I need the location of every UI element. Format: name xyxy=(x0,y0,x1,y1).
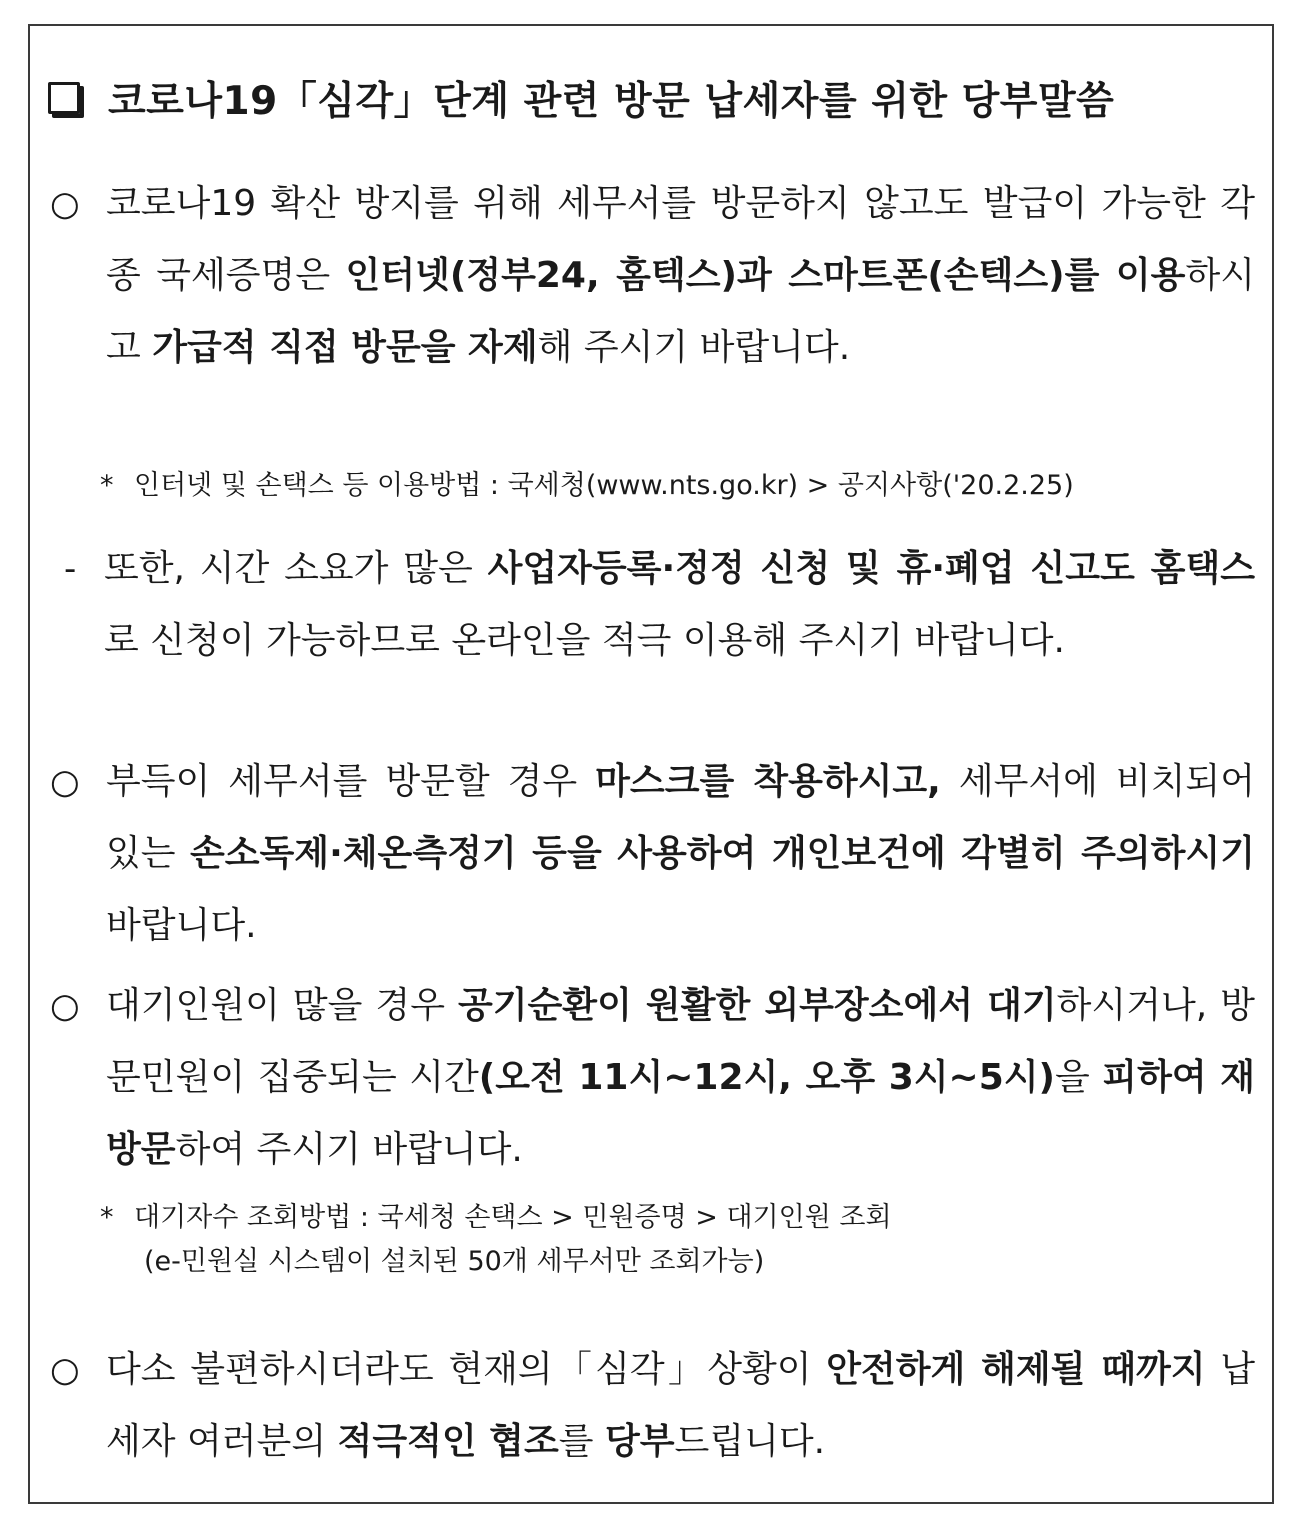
bold-span: 공기순환이 원활한 외부장소에서 대기 xyxy=(457,985,1057,1026)
notice-title: 코로나19「심각」단계 관련 방문 납세자를 위한 당부말씀 xyxy=(108,79,1115,124)
text-span: 하시거나, 방문민원이 집중되는 시간 xyxy=(106,985,1255,1098)
text-span: 다소 불편하시더라도 현재의「심각」상황이 xyxy=(106,1349,827,1390)
bold-span: 당부 xyxy=(604,1421,675,1462)
note-line xyxy=(100,1196,1250,1240)
text-span: 세무서에 비치되어 있는 xyxy=(106,761,1255,874)
bold-span: 안전하게 해제될 때까지 xyxy=(826,1349,1206,1390)
text-span: 하여 주시기 바랍니다. xyxy=(175,1129,523,1170)
note-line: (e-민원실 시스템이 설치된 50개 세무서만 조회가능) xyxy=(144,1246,765,1277)
text-span: 대기인원이 많을 경우 xyxy=(106,985,458,1026)
dash-bullet: - xyxy=(64,549,77,589)
circle-bullet: ○ xyxy=(50,762,80,802)
note-waiting-lookup xyxy=(100,1196,1250,1284)
bold-span: 가급적 직접 방문을 자제 xyxy=(152,327,538,368)
bold-span: 피하여 재방문 xyxy=(106,1057,1255,1170)
paragraph-hometax-filing xyxy=(50,533,1255,677)
note-text: 인터넷 및 손택스 등 이용방법 : 국세청(www.nts.go.kr) > 공지사항('20.2.25) xyxy=(134,470,1074,501)
paragraph-online-certificates xyxy=(50,168,1255,384)
text-span: 납세자 여러분의 xyxy=(106,1349,1255,1462)
paragraph-cooperation-request xyxy=(50,1334,1255,1478)
note-online-usage xyxy=(100,464,1250,508)
paragraph-visit-precautions xyxy=(50,746,1255,962)
text-span: 을 xyxy=(1055,1057,1103,1098)
paragraph-waiting-guidance xyxy=(50,970,1255,1186)
asterisk-marker: * xyxy=(100,470,114,501)
text-span: 또한, 시간 소요가 많은 xyxy=(104,548,488,589)
bold-span: 마스크를 착용하시고, xyxy=(595,761,941,802)
bold-span: 인터넷(정부24, 홈텍스)과 스마트폰(손텍스)를 이용 xyxy=(345,255,1186,296)
note-text: 대기자수 조회방법 : 국세청 손택스 > 민원증명 > 대기인원 조회 xyxy=(134,1202,892,1233)
text-span: 를 xyxy=(558,1421,605,1462)
checkbox-square-icon xyxy=(48,82,80,114)
notice-title-row xyxy=(48,66,1114,130)
circle-bullet: ○ xyxy=(50,184,80,224)
bold-span: 사업자등록·정정 신청 및 휴·폐업 신고도 홈택스 xyxy=(487,548,1256,589)
paragraph-body xyxy=(106,746,1255,962)
text-span: 해 주시기 바랍니다. xyxy=(537,327,851,368)
circle-bullet: ○ xyxy=(50,986,80,1026)
text-span: 바랍니다. xyxy=(106,905,257,946)
bold-span: 손소독제·체온측정기 등을 사용하여 개인보건에 각별히 주의하시기 xyxy=(189,833,1255,874)
bold-span: 적극적인 협조 xyxy=(337,1421,559,1462)
bold-span: (오전 11시~12시, 오후 3시~5시) xyxy=(478,1057,1055,1098)
text-span: 드립니다. xyxy=(674,1421,826,1462)
paragraph-body xyxy=(106,1334,1255,1478)
paragraph-body xyxy=(106,168,1255,384)
circle-bullet: ○ xyxy=(50,1350,80,1390)
text-span: 하시고 xyxy=(106,255,1255,368)
text-span: 코로나19 확산 방지를 위해 세무서를 방문하지 않고도 발급이 가능한 각종 국세증명은 xyxy=(106,183,1255,296)
paragraph-body xyxy=(106,970,1255,1186)
text-span: 로 신청이 가능하므로 온라인을 적극 이용해 주시기 바랍니다. xyxy=(104,620,1065,661)
text-span: 부득이 세무서를 방문할 경우 xyxy=(106,761,596,802)
paragraph-body xyxy=(104,533,1255,677)
asterisk-marker: * xyxy=(100,1202,114,1233)
